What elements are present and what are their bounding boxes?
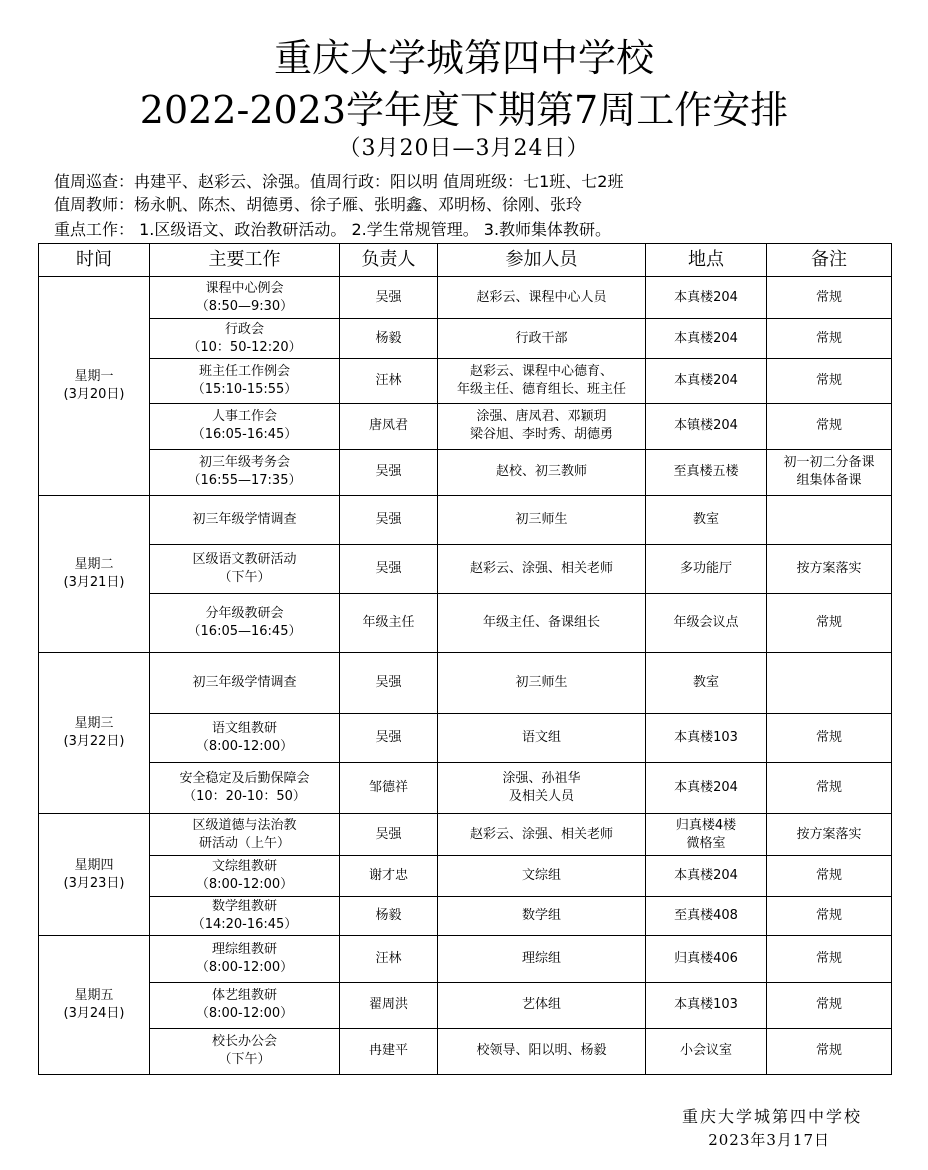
place: 教室 (692, 675, 719, 690)
key-work-info: 重点工作： 1.区级语文、政治教研活动。 2.学生常规管理。 3.教师集体教研。 (54, 220, 612, 239)
place-cell (646, 897, 767, 936)
participants-2: 年级主任、德育组长、班主任 (456, 381, 626, 397)
day-cell (39, 277, 150, 496)
note: 常规 (815, 615, 842, 631)
signature-school: 重庆大学城第四中学校 (681, 1107, 862, 1126)
owner-cell: 杨毅 (340, 319, 438, 359)
note: 常规 (815, 868, 842, 884)
participants: 赵彩云、课程中心人员 (476, 289, 607, 305)
note: 常规 (815, 289, 842, 305)
note: 常规 (815, 997, 842, 1013)
place: 归真楼406 (674, 950, 738, 966)
note-cell (767, 277, 892, 319)
table-row (39, 653, 892, 713)
work-cell (150, 545, 340, 594)
note-2: 组集体备课 (796, 473, 862, 489)
place: 本真楼204 (674, 330, 738, 346)
participants: 赵彩云、涂强、相关老师 (469, 561, 613, 577)
table-row (39, 982, 892, 1028)
table-row (39, 713, 892, 762)
day-cell (39, 936, 150, 1075)
place-cell (646, 713, 767, 762)
owner-cell: 吴强 (340, 449, 438, 495)
table-row (39, 594, 892, 653)
day-label: 星期二 (74, 557, 114, 573)
note: 常规 (815, 330, 842, 346)
work-cell (150, 319, 340, 359)
work-title: 班主任工作例会 (198, 363, 290, 379)
header-place: 地点 (646, 244, 767, 277)
work-title: 课程中心例会 (205, 280, 284, 296)
note-cell (767, 653, 892, 713)
place-cell (646, 403, 767, 449)
note: 常规 (815, 950, 842, 966)
work-title: 安全稳定及后勤保障会 (179, 770, 310, 786)
day-label: 星期五 (74, 988, 114, 1004)
day-date: (3月23日) (63, 875, 125, 891)
work-cell (150, 762, 340, 813)
place-cell (646, 545, 767, 594)
work-title: 理综组教研 (211, 941, 277, 957)
work-title-2: （8:00-12:00） (195, 1006, 294, 1022)
work-cell (150, 594, 340, 653)
work-title: 校长办公会 (211, 1034, 277, 1050)
participants-cell (438, 594, 646, 653)
work-title: 初三年级学情调查 (192, 511, 297, 527)
note-cell (767, 856, 892, 897)
work-cell (150, 856, 340, 897)
place-cell (646, 449, 767, 495)
place: 本真楼204 (674, 868, 738, 884)
day-label: 星期三 (74, 716, 114, 732)
participants-cell (438, 813, 646, 855)
place: 本真楼204 (674, 289, 738, 305)
note: 常规 (815, 372, 842, 388)
work-title: 区级语文教研活动 (192, 552, 297, 568)
participants-2: 及相关人员 (508, 788, 574, 804)
day-date: (3月24日) (63, 1006, 125, 1022)
note: 常规 (815, 418, 842, 434)
owner-cell: 吴强 (340, 653, 438, 713)
place-cell (646, 653, 767, 713)
day-cell (39, 813, 150, 935)
place-cell (646, 936, 767, 982)
duty-patrol-info: 值周巡查：冉建平、赵彩云、涂强。值周行政：阳以明 值周班级：七1班、七2班 (54, 172, 624, 191)
participants: 语文组 (521, 729, 561, 745)
note-cell (767, 403, 892, 449)
work-cell (150, 813, 340, 855)
owner-cell: 冉建平 (340, 1028, 438, 1074)
owner-cell: 邹德祥 (340, 762, 438, 813)
place-cell (646, 495, 767, 544)
owner-cell: 谢才忠 (340, 856, 438, 897)
table-row (39, 897, 892, 936)
work-title-2: （15:10-15:55） (191, 381, 298, 397)
work-title: 初三年级考务会 (198, 455, 290, 471)
note: 按方案落实 (796, 826, 862, 842)
note: 常规 (815, 908, 842, 924)
header-note: 备注 (767, 244, 892, 277)
duty-teachers-info: 值周教师：杨永帆、陈杰、胡德勇、徐子雁、张明鑫、邓明杨、徐刚、张玲 (54, 195, 583, 214)
participants-cell (438, 936, 646, 982)
work-title-2: （10：50-12:20） (187, 339, 302, 355)
participants: 赵彩云、课程中心德育、 (469, 363, 613, 379)
note-cell (767, 897, 892, 936)
work-cell (150, 277, 340, 319)
owner-cell: 汪林 (340, 936, 438, 982)
place-cell (646, 319, 767, 359)
table-row (39, 359, 892, 403)
signature-date: 2023年3月17日 (708, 1131, 830, 1149)
work-title: 初三年级学情调查 (192, 675, 297, 690)
work-cell (150, 897, 340, 936)
table-row (39, 277, 892, 319)
participants-cell (438, 545, 646, 594)
work-title: 行政会 (224, 321, 264, 337)
work-title: 语文组教研 (211, 720, 277, 736)
header-participants: 参加人员 (438, 244, 646, 277)
place-cell (646, 762, 767, 813)
note-cell (767, 495, 892, 544)
participants-cell (438, 762, 646, 813)
table-row (39, 1028, 892, 1074)
owner-cell: 唐凤君 (340, 403, 438, 449)
day-label: 星期四 (74, 857, 114, 873)
work-title-2: （16:05-16:45） (191, 427, 298, 443)
participants: 年级主任、备课组长 (482, 615, 600, 631)
work-title: 体艺组教研 (211, 988, 277, 1004)
note: 常规 (815, 1043, 842, 1059)
participants: 涂强、孙祖华 (502, 770, 581, 786)
participants-cell (438, 897, 646, 936)
place-cell (646, 594, 767, 653)
place-cell (646, 277, 767, 319)
place: 本真楼204 (674, 779, 738, 795)
work-title-2: （8:00-12:00） (195, 738, 294, 754)
place: 至真楼408 (674, 908, 738, 924)
work-title: 区级道德与法治教 (192, 817, 297, 833)
work-cell (150, 449, 340, 495)
participants: 文综组 (521, 868, 561, 884)
participants: 理综组 (521, 950, 561, 966)
participants-cell (438, 856, 646, 897)
work-cell (150, 653, 340, 713)
schedule-table (38, 243, 892, 1075)
work-title-2: （14:20-16:45） (191, 917, 298, 933)
note: 按方案落实 (796, 561, 862, 577)
day-cell (39, 653, 150, 814)
owner-cell: 汪林 (340, 359, 438, 403)
participants: 行政干部 (515, 330, 568, 346)
table-row (39, 319, 892, 359)
work-title-2: （10：20-10：50） (183, 788, 306, 804)
work-title-2: 研活动（上午） (198, 835, 290, 851)
note-cell (767, 982, 892, 1028)
work-cell (150, 713, 340, 762)
participants: 数学组 (521, 908, 561, 924)
work-title-2: （下午） (218, 570, 271, 586)
place-cell (646, 982, 767, 1028)
day-label: 星期一 (74, 368, 114, 384)
owner-cell: 杨毅 (340, 897, 438, 936)
participants: 涂强、唐凤君、邓颖玥 (476, 409, 607, 425)
participants: 赵校、初三教师 (495, 464, 587, 480)
participants-cell (438, 319, 646, 359)
page-title: 2022-2023学年度下期第7周工作安排 (139, 88, 789, 132)
place: 本真楼204 (674, 372, 738, 388)
table-row (39, 762, 892, 813)
participants: 初三师生 (515, 675, 568, 690)
note-cell (767, 713, 892, 762)
header-time: 时间 (39, 244, 150, 277)
participants-cell (438, 449, 646, 495)
place-cell (646, 1028, 767, 1074)
work-title-2: （下午） (218, 1052, 271, 1068)
place: 至真楼五楼 (673, 464, 739, 480)
work-cell (150, 359, 340, 403)
school-name: 重庆大学城第四中学校 (273, 36, 654, 80)
note: 常规 (815, 779, 842, 795)
day-cell (39, 495, 150, 653)
work-cell (150, 982, 340, 1028)
note-cell (767, 449, 892, 495)
work-title-2: （8:00-12:00） (195, 877, 294, 893)
note-cell (767, 359, 892, 403)
note-cell (767, 319, 892, 359)
owner-cell: 翟周洪 (340, 982, 438, 1028)
date-range: （3月20日—3月24日） (338, 136, 590, 161)
table-row (39, 936, 892, 982)
place: 本真楼103 (674, 729, 738, 745)
place-cell (646, 856, 767, 897)
place: 本镇楼204 (674, 418, 738, 434)
place: 教室 (692, 511, 719, 527)
participants-2: 梁谷旭、李时秀、胡德勇 (469, 427, 613, 443)
table-row (39, 813, 892, 855)
work-title: 人事工作会 (211, 409, 277, 425)
work-cell (150, 936, 340, 982)
note-cell (767, 545, 892, 594)
work-title-2: （8:50—9:30） (195, 298, 294, 314)
place-cell (646, 359, 767, 403)
table-row (39, 449, 892, 495)
table-header-row (39, 244, 892, 277)
work-cell (150, 403, 340, 449)
participants-cell (438, 359, 646, 403)
place-2: 微格室 (686, 835, 726, 851)
note-cell (767, 936, 892, 982)
place-cell (646, 813, 767, 855)
owner-cell: 吴强 (340, 813, 438, 855)
work-title-2: （8:00-12:00） (195, 959, 294, 975)
participants-cell (438, 403, 646, 449)
work-cell (150, 1028, 340, 1074)
header-work: 主要工作 (150, 244, 340, 277)
owner-cell: 吴强 (340, 545, 438, 594)
participants-cell (438, 653, 646, 713)
participants: 校领导、阳以明、杨毅 (476, 1043, 607, 1059)
place: 多功能厅 (679, 561, 732, 577)
participants: 艺体组 (521, 997, 561, 1013)
work-title: 分年级教研会 (205, 606, 284, 622)
owner-cell: 吴强 (340, 277, 438, 319)
header-owner: 负责人 (340, 244, 438, 277)
day-date: (3月20日) (63, 386, 125, 402)
work-cell (150, 495, 340, 544)
participants: 赵彩云、涂强、相关老师 (469, 826, 613, 842)
note-cell (767, 762, 892, 813)
participants-cell (438, 982, 646, 1028)
note-cell (767, 813, 892, 855)
participants-cell (438, 713, 646, 762)
day-date: (3月22日) (63, 734, 125, 750)
note: 常规 (815, 729, 842, 745)
participants-cell (438, 1028, 646, 1074)
note-cell (767, 594, 892, 653)
work-title: 数学组教研 (211, 899, 277, 915)
place: 小会议室 (679, 1043, 732, 1059)
work-title-2: （16:05—16:45） (187, 624, 302, 640)
participants-cell (438, 495, 646, 544)
place: 归真楼4楼 (675, 817, 737, 833)
place: 本真楼103 (674, 997, 738, 1013)
work-title: 文综组教研 (211, 859, 277, 875)
note: 初一初二分备课 (783, 455, 875, 471)
note-cell (767, 1028, 892, 1074)
work-title-2: （16:55—17:35） (187, 473, 302, 489)
table-row (39, 495, 892, 544)
participants: 初三师生 (515, 511, 568, 527)
table-row (39, 403, 892, 449)
owner-cell: 吴强 (340, 713, 438, 762)
day-date: (3月21日) (63, 575, 125, 591)
owner-cell: 吴强 (340, 495, 438, 544)
table-row (39, 545, 892, 594)
table-row (39, 856, 892, 897)
place: 年级会议点 (673, 615, 739, 631)
participants-cell (438, 277, 646, 319)
owner-cell: 年级主任 (340, 594, 438, 653)
